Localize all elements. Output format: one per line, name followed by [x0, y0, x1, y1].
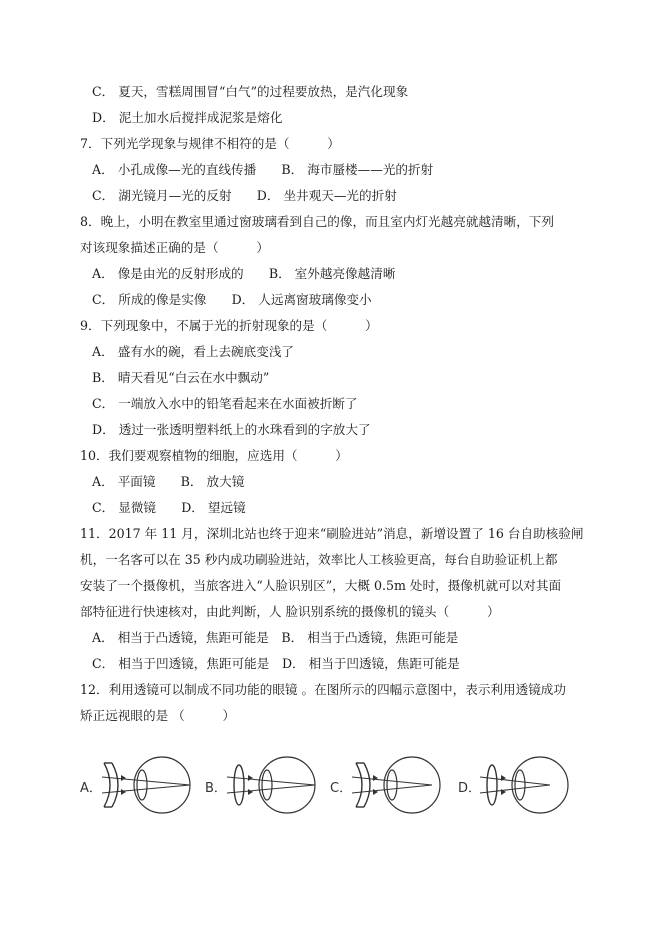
option-9b: B． 晴天看见“白云在水中飘动” — [92, 370, 270, 385]
eye-diagram-a — [102, 755, 197, 815]
figure-c-label: C． — [330, 781, 353, 796]
question-12-stem-1: 12．利用透镜可以制成不同功能的眼镜 。在图所示的四幅示意图中，表示利用透镜成功 — [80, 682, 566, 697]
eye-lens-figures — [80, 755, 550, 815]
option-6c: C． 夏天，雪糕周围冒“白气”的过程要放热，是汽化现象 — [92, 84, 409, 99]
eye-diagram-c — [352, 755, 447, 815]
option-9a: A． 盛有水的碗，看上去碗底变浅了 — [92, 344, 295, 359]
figure-a-label: A． — [80, 781, 102, 796]
figure-d-label: D． — [458, 781, 482, 796]
option-9d: D． 透过一张透明塑料纸上的水珠看到的字放大了 — [92, 422, 371, 437]
question-11-stem-3: 安装了一个摄像机，当旅客进入“人脸识别区”，大概 0.5m 处时，摄像机就可以对其面 — [80, 578, 562, 593]
question-7-stem: 7．下列光学现象与规律不相符的是（ ） — [80, 136, 340, 151]
options-7-ab: A． 小孔成像—光的直线传播 B． 海市蜃楼——光的折射 — [92, 162, 434, 177]
option-9c: C． 一端放入水中的铅笔看起来在水面被折断了 — [92, 396, 358, 411]
options-8-cd: C． 所成的像是实像 D． 人远离窗玻璃像变小 — [92, 292, 372, 307]
question-10-stem: 10．我们要观察植物的细胞，应选用（ ） — [80, 448, 348, 463]
options-11-cd: C． 相当于凹透镜，焦距可能是 D． 相当于凹透镜，焦距可能是 — [92, 656, 460, 671]
options-8-ab: A． 像是由光的反射形成的 B． 室外越亮像越清晰 — [92, 266, 396, 281]
options-10-ab: A． 平面镜 B． 放大镜 — [92, 474, 245, 489]
options-11-ab: A． 相当于凸透镜，焦距可能是 B． 相当于凸透镜，焦距可能是 — [92, 630, 459, 645]
eye-diagram-b — [227, 755, 322, 815]
eye-diagram-d — [480, 755, 575, 815]
options-10-cd: C． 显微镜 D． 望远镜 — [92, 500, 246, 515]
question-11-stem-4: 部特征进行快速核对，由此判断，人 脸识别系统的摄像机的镜头（ ） — [80, 604, 500, 619]
question-11-stem-2: 机，一名客可以在 35 秒内成功刷验进站，效率比人工核验更高，每台自助验证机上都 — [80, 552, 558, 567]
question-8-stem-1: 8．晚上，小明在教室里通过窗玻璃看到自己的像，而且室内灯光越亮就越清晰，下列 — [80, 214, 554, 229]
question-9-stem: 9．下列现象中，不属于光的折射现象的是（ ） — [80, 318, 378, 333]
question-8-stem-2: 对该现象描述正确的是（ ） — [80, 240, 269, 255]
figure-b-label: B． — [205, 781, 227, 796]
options-7-cd: C． 湖光镜月—光的反射 D． 坐井观天—光的折射 — [92, 188, 397, 203]
option-6d: D． 泥土加水后搅拌成泥浆是熔化 — [92, 110, 283, 125]
question-11-stem-1: 11．2017 年 11 月，深圳北站也终于迎来“刷脸进站”消息，新增设置了 16 台自助核验闸 — [80, 526, 584, 541]
question-12-stem-2: 矫正远视眼的是 （ ） — [80, 708, 236, 723]
